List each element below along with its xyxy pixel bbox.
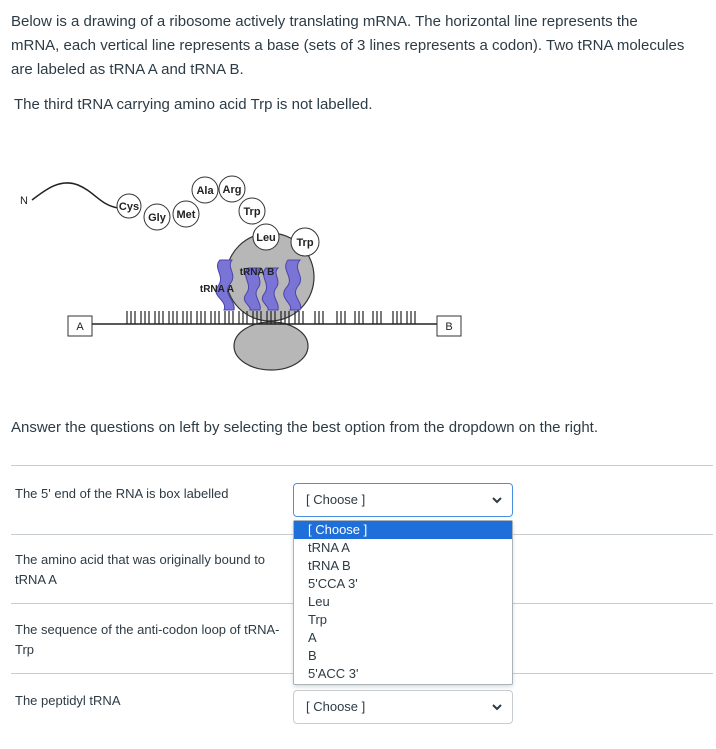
question-4-text: The peptidyl tRNA	[15, 693, 121, 708]
intro-line-1: Below is a drawing of a ribosome actively translating mRNA. The horizontal line represents the	[11, 13, 638, 30]
dropdown-option[interactable]: 5'ACC 3'	[308, 666, 359, 681]
svg-text:Ala: Ala	[196, 185, 214, 197]
dropdown-option[interactable]: Leu	[308, 594, 330, 609]
svg-text:A: A	[76, 321, 84, 333]
dropdown-options-list[interactable]	[293, 520, 513, 685]
amino-acid-arg	[219, 176, 245, 202]
question-1-select[interactable]	[293, 483, 513, 517]
ribosome-small-subunit	[234, 322, 308, 370]
dropdown-option[interactable]: Trp	[308, 612, 328, 627]
amino-acid-trp-2	[291, 228, 319, 256]
svg-text:B: B	[445, 321, 453, 333]
dropdown-option[interactable]: 5'CCA 3'	[308, 576, 358, 591]
amino-acid-cys	[117, 194, 141, 218]
intro-note: The third tRNA carrying amino acid Trp is not labelled.	[14, 96, 373, 113]
svg-text:Arg: Arg	[222, 184, 242, 196]
amino-acid-gly	[144, 204, 170, 230]
dropdown-option[interactable]: B	[308, 648, 317, 663]
svg-text:Cys: Cys	[118, 201, 140, 213]
amino-acid-ala	[192, 177, 218, 203]
svg-text:Met: Met	[176, 209, 196, 221]
svg-text:Leu: Leu	[256, 232, 276, 244]
ribosome-figure	[0, 160, 716, 400]
intro-line-3: are labeled as tRNA A and tRNA B.	[11, 61, 244, 78]
instructions-text: Answer the questions on left by selecting the best option from the dropdown on the right.	[11, 419, 599, 436]
chevron-down-icon	[491, 494, 503, 506]
question-3-text: The sequence of the anti-codon loop of tRNA-Trp	[15, 622, 280, 657]
amino-acid-met	[173, 201, 199, 227]
svg-text:Trp: Trp	[243, 206, 261, 218]
n-terminus-label: N	[20, 195, 28, 207]
peptide-chain	[32, 183, 118, 208]
question-1-value: [ Choose ]	[306, 492, 366, 507]
mrna-bases	[127, 311, 415, 324]
intro-paragraph	[11, 10, 711, 82]
trna-a-label: tRNA A	[199, 284, 235, 295]
question-2-text: The amino acid that was originally bound to tRNA A	[15, 552, 266, 587]
question-1-text: The 5' end of the RNA is box labelled	[15, 486, 229, 501]
intro-line-2: mRNA, each vertical line represents a base (sets of 3 lines represents a codon). Two tRNA molecules	[11, 37, 685, 54]
divider	[11, 465, 713, 466]
trna-b-label: tRNA B	[239, 267, 275, 278]
dropdown-option[interactable]: tRNA B	[308, 558, 351, 573]
dropdown-option[interactable]: tRNA A	[308, 540, 350, 555]
amino-acid-leu	[253, 224, 279, 250]
svg-text:Gly: Gly	[148, 212, 166, 224]
chevron-down-icon	[491, 701, 503, 713]
svg-text:Trp: Trp	[296, 237, 314, 249]
dropdown-option[interactable]: [ Choose ]	[294, 521, 512, 539]
dropdown-option[interactable]: A	[308, 630, 317, 645]
question-4-value: [ Choose ]	[306, 699, 366, 714]
question-4-select[interactable]	[293, 690, 513, 724]
amino-acid-trp-1	[239, 198, 265, 224]
